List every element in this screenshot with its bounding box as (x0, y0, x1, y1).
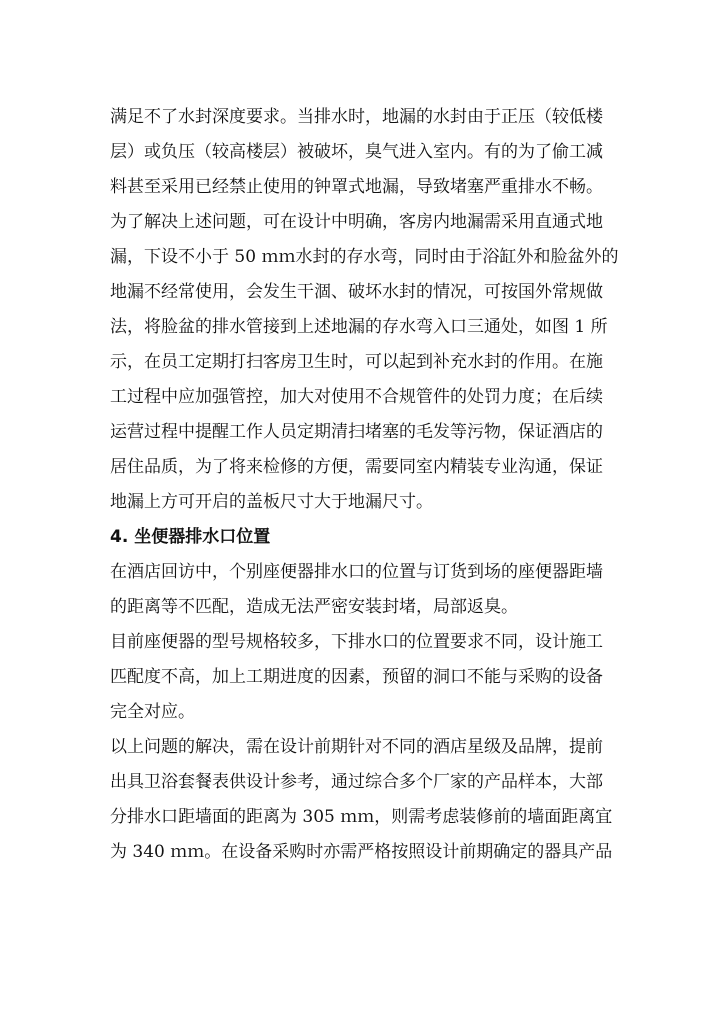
text-line: 工过程中应加强管控，加大对使用不合规管件的处罚力度；在后续 (110, 387, 603, 407)
text-line: 地漏上方可开启的盖板尺寸大于地漏尺寸。 (110, 492, 433, 512)
paragraph-resolution (110, 730, 620, 870)
paragraph-water-seal (110, 100, 620, 205)
document-page (110, 100, 620, 870)
text-line: 为了解决上述问题，可在设计中明确，客房内地漏需采用直通式地 (110, 212, 603, 232)
text-line: 满足不了水封深度要求。当排水时，地漏的水封由于正压（较低楼 (110, 107, 603, 127)
text-line: 分排水口距墙面的距离为 305 ｍｍ，则需考虑装修前的墙面距离宜 (110, 807, 613, 827)
paragraph-revisit (110, 555, 620, 625)
text-line: 目前座便器的型号规格较多，下排水口的位置要求不同，设计施工 (110, 632, 603, 652)
text-line: 示，在员工定期打扫客房卫生时，可以起到补充水封的作用。在施 (110, 352, 603, 372)
text-line: 为 340 ｍｍ。在设备采购时亦需严格按照设计前期确定的器具产品 (110, 842, 613, 862)
text-line: 完全对应。 (110, 702, 195, 722)
paragraph-models (110, 625, 620, 730)
text-line: 在酒店回访中，个别座便器排水口的位置与订货到场的座便器距墙 (110, 562, 603, 582)
text-line: 料甚至采用已经禁止使用的钟罩式地漏，导致堵塞严重排水不畅。 (110, 177, 603, 197)
text-line: 层）或负压（较高楼层）被破坏，臭气进入室内。有的为了偷工减 (110, 142, 603, 162)
text-line: 以上问题的解决，需在设计前期针对不同的酒店星级及品牌，提前 (110, 737, 603, 757)
text-line: 居住品质，为了将来检修的方便，需要同室内精装专业沟通，保证 (110, 457, 603, 477)
paragraph-solution (110, 205, 620, 520)
text-line: 法，将脸盆的排水管接到上述地漏的存水弯入口三通处，如图 1 所 (110, 317, 608, 337)
section-heading: 4. 坐便器排水口位置 (110, 527, 271, 547)
text-line: 漏，下设不小于 50 ｍｍ水封的存水弯，同时由于浴缸外和脸盆外的 (110, 247, 619, 267)
text-line: 的距离等不匹配，造成无法严密安装封堵，局部返臭。 (110, 597, 518, 617)
text-line: 运营过程中提醒工作人员定期清扫堵塞的毛发等污物，保证酒店的 (110, 422, 603, 442)
text-line: 地漏不经常使用，会发生干涸、破坏水封的情况，可按国外常规做 (110, 282, 603, 302)
text-line: 匹配度不高，加上工期进度的因素，预留的洞口不能与采购的设备 (110, 667, 603, 687)
text-line: 出具卫浴套餐表供设计参考，通过综合多个厂家的产品样本，大部 (110, 772, 603, 792)
